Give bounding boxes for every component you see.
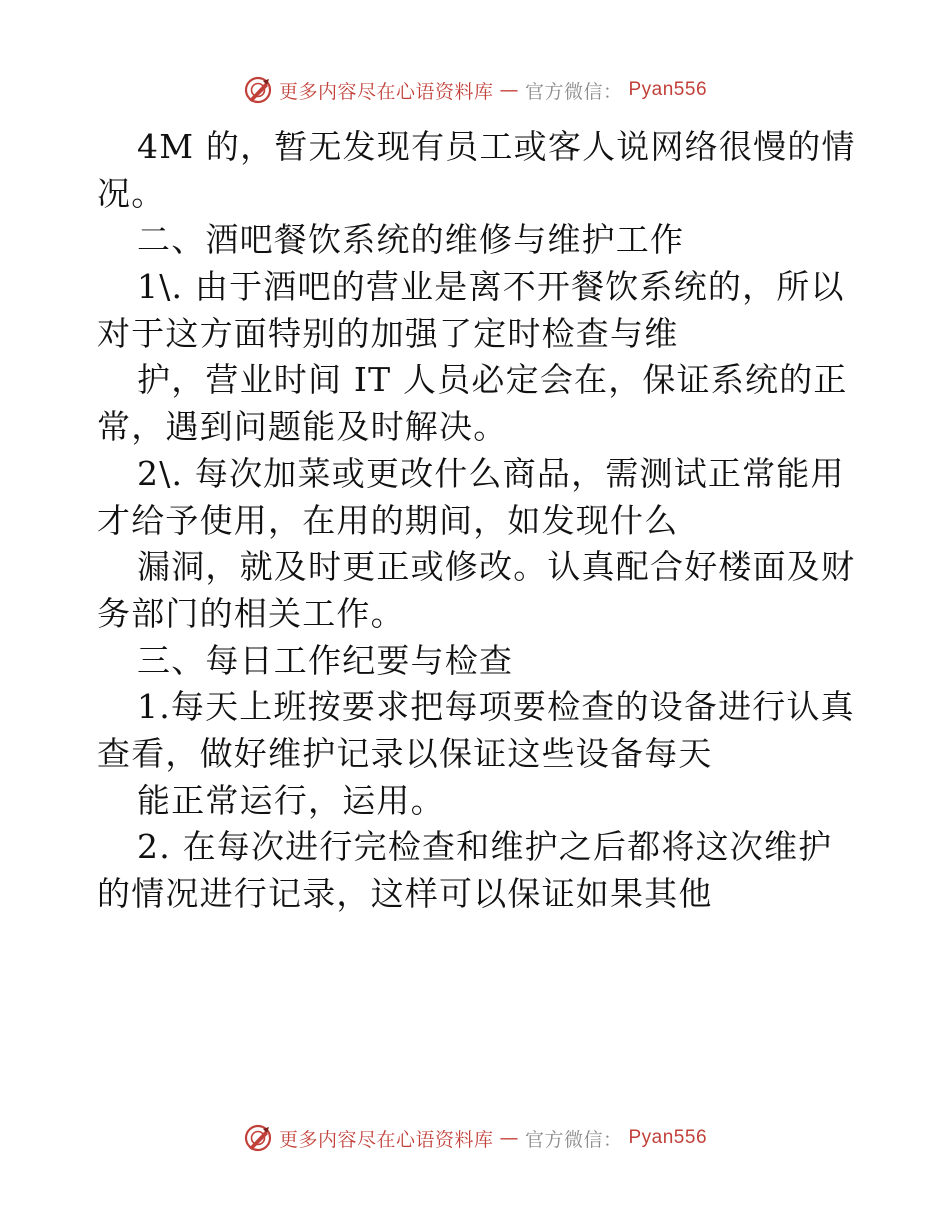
watermark-main-text: 更多内容尽在心语资料库: [278, 1128, 494, 1151]
watermark-separator: —: [499, 1127, 519, 1149]
body-line: 况。: [97, 173, 166, 213]
body-line: 2\. 每次加菜或更改什么商品，需测试正常能用: [137, 453, 845, 493]
document-body: [97, 124, 857, 918]
watermark-wechat-id: Pyan556: [628, 1127, 708, 1148]
body-line: 4M 的，暂无发现有员工或客人说网络很慢的情: [137, 127, 856, 166]
body-line: 能正常运行，运用。: [137, 780, 445, 820]
watermark-logo-icon: [243, 1123, 273, 1153]
body-line: 1\. 由于酒吧的营业是离不开餐饮系统的，所以: [137, 267, 845, 307]
body-line: 查看，做好维护记录以保证这些设备每天: [97, 733, 713, 773]
header-watermark: [0, 70, 950, 110]
body-line: 护，营业时间 IT 人员必定会在，保证系统的正: [137, 360, 848, 400]
body-line: 漏洞，就及时更正或修改。认真配合好楼面及财: [137, 547, 856, 587]
watermark-separator: —: [499, 79, 519, 101]
watermark-logo-icon: [243, 75, 273, 105]
body-line: 对于这方面特别的加强了定时检查与维: [97, 313, 679, 353]
body-line: 1.每天上班按要求把每项要检查的设备进行认真: [137, 687, 855, 727]
watermark-content: [243, 1123, 707, 1153]
body-line: 的情况进行记录，这样可以保证如果其他: [97, 874, 713, 913]
body-line: 2. 在每次进行完检查和维护之后都将这次维护: [137, 827, 833, 867]
section-heading: 三、每日工作纪要与检查: [137, 640, 514, 680]
watermark-official-label: 官方微信：: [524, 80, 623, 103]
watermark-content: [243, 75, 707, 105]
watermark-main-text: 更多内容尽在心语资料库: [278, 80, 494, 103]
watermark-wechat-id: Pyan556: [628, 79, 708, 100]
body-line: 务部门的相关工作。: [97, 593, 405, 633]
watermark-official-label: 官方微信：: [524, 1128, 623, 1151]
body-line: 才给予使用，在用的期间，如发现什么: [97, 500, 679, 540]
body-line: 常，遇到问题能及时解决。: [97, 407, 508, 447]
footer-watermark: [0, 1118, 950, 1158]
section-heading: 二、酒吧餐饮系统的维修与维护工作: [137, 220, 685, 260]
